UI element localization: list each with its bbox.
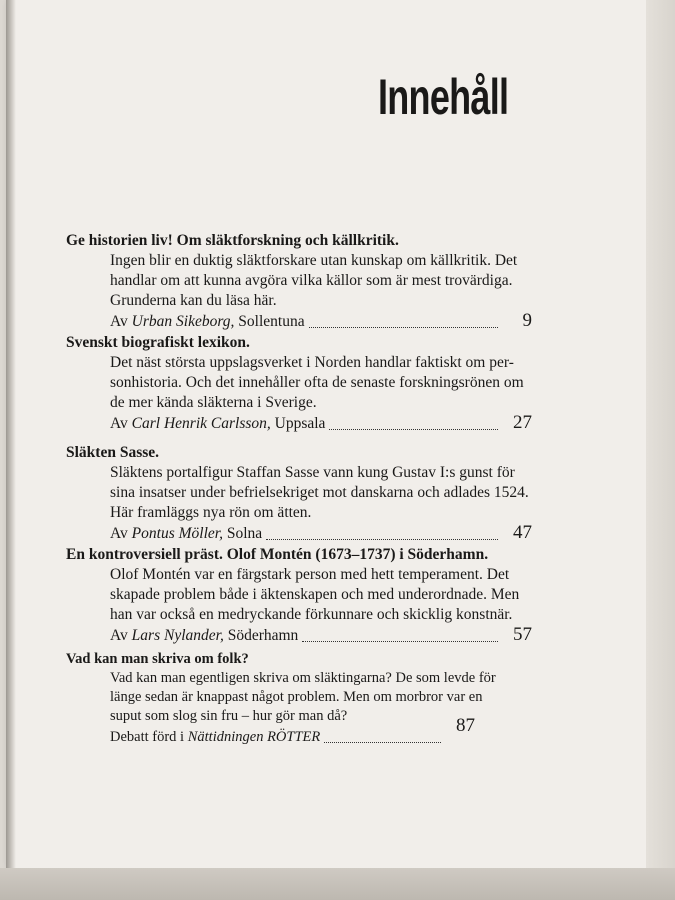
author-place: Uppsala (274, 415, 326, 432)
toc-entry (66, 231, 546, 332)
author-prefix: Av (110, 525, 128, 542)
entry-description-line: suput som slog sin fru – hur gör man då? (110, 708, 348, 724)
background-surface-bottom (0, 868, 675, 900)
entry-description-line: sonhistoria. Och det innehåller ofta de senaste forskningsrönen om (110, 374, 524, 391)
entry-title: Ge historien liv! Om släktforskning och källkritik. (66, 232, 399, 249)
author-prefix: Av (110, 313, 128, 330)
author-place: Solna (226, 525, 263, 542)
author-name: Urban Sikeborg, (131, 313, 235, 330)
author-place: Söderhamn (227, 627, 299, 644)
entry-title: Vad kan man skriva om folk? (66, 651, 249, 667)
author-place: Sollentuna (238, 313, 305, 330)
entry-description-line: Olof Montén var en färgstark person med hett temperament. Det (110, 566, 510, 583)
author-prefix: Av (110, 627, 128, 644)
toc-entry (66, 545, 546, 646)
entry-title: En kontroversiell präst. Olof Montén (1673–1737) i Söderhamn. (66, 546, 489, 563)
background-surface (646, 0, 675, 868)
dot-leader (266, 539, 498, 540)
author-name: Pontus Möller, (131, 525, 223, 542)
dot-leader (324, 742, 441, 743)
entry-description-line: skapade problem både i äktenskapen och med underordnade. Men (110, 586, 520, 603)
entry-description-line: de mer kända släkterna i Sverige. (110, 394, 317, 411)
entry-description-line: handlar om att kunna avgöra vilka källor som är mest trovärdiga. (110, 272, 513, 289)
entry-author-line (110, 413, 532, 434)
toc-entry (66, 443, 546, 544)
author-name: Carl Henrik Carlsson, (131, 415, 271, 432)
dot-leader (329, 429, 498, 430)
entry-description-line: Vad kan man egentligen skriva om släktingarna? De som levde för (110, 670, 496, 686)
page-number: 47 (513, 522, 532, 543)
dot-leader (302, 641, 498, 642)
entry-author-line (110, 625, 532, 646)
entry-description-line: länge sedan är knappast något problem. Men om morbror var en (110, 689, 483, 705)
page-number: 9 (522, 310, 532, 331)
page-title: Innehåll (378, 69, 509, 125)
page-number: 27 (513, 412, 532, 433)
page-number: 87 (456, 715, 475, 736)
dot-leader (309, 327, 498, 328)
entry-description-line: Grunderna kan du läsa här. (110, 292, 277, 309)
toc-entry (66, 649, 546, 747)
author-name: Lars Nylander, (131, 627, 224, 644)
entry-title: Släkten Sasse. (66, 444, 160, 461)
entry-title: Svenskt biografiskt lexikon. (66, 334, 250, 351)
book-page (6, 0, 646, 868)
entry-author-line (110, 523, 532, 544)
toc-entry (66, 333, 546, 434)
author-name: Nättidningen RÖTTER (187, 729, 321, 745)
entry-description-line: Här framläggs nya rön om ätten. (110, 504, 312, 521)
entry-description-line: sina insatser under befrielsekriget mot danskarna och adlades 1524. (110, 484, 529, 501)
entry-author-line (110, 311, 532, 332)
author-prefix: Debatt förd i (110, 729, 185, 745)
entry-description-line: Släktens portalfigur Staffan Sasse vann kung Gustav I:s gunst för (110, 464, 515, 481)
entry-description-line: han var också en medryckande förkunnare och skicklig konstnär. (110, 606, 513, 623)
author-prefix: Av (110, 415, 128, 432)
entry-description-line: Det näst största uppslagsverket i Norden handlar faktiskt om per- (110, 354, 514, 371)
page-number: 57 (513, 624, 532, 645)
entry-description-line: Ingen blir en duktig släktforskare utan kunskap om källkritik. Det (110, 252, 518, 269)
book-spine-shadow (6, 0, 16, 868)
